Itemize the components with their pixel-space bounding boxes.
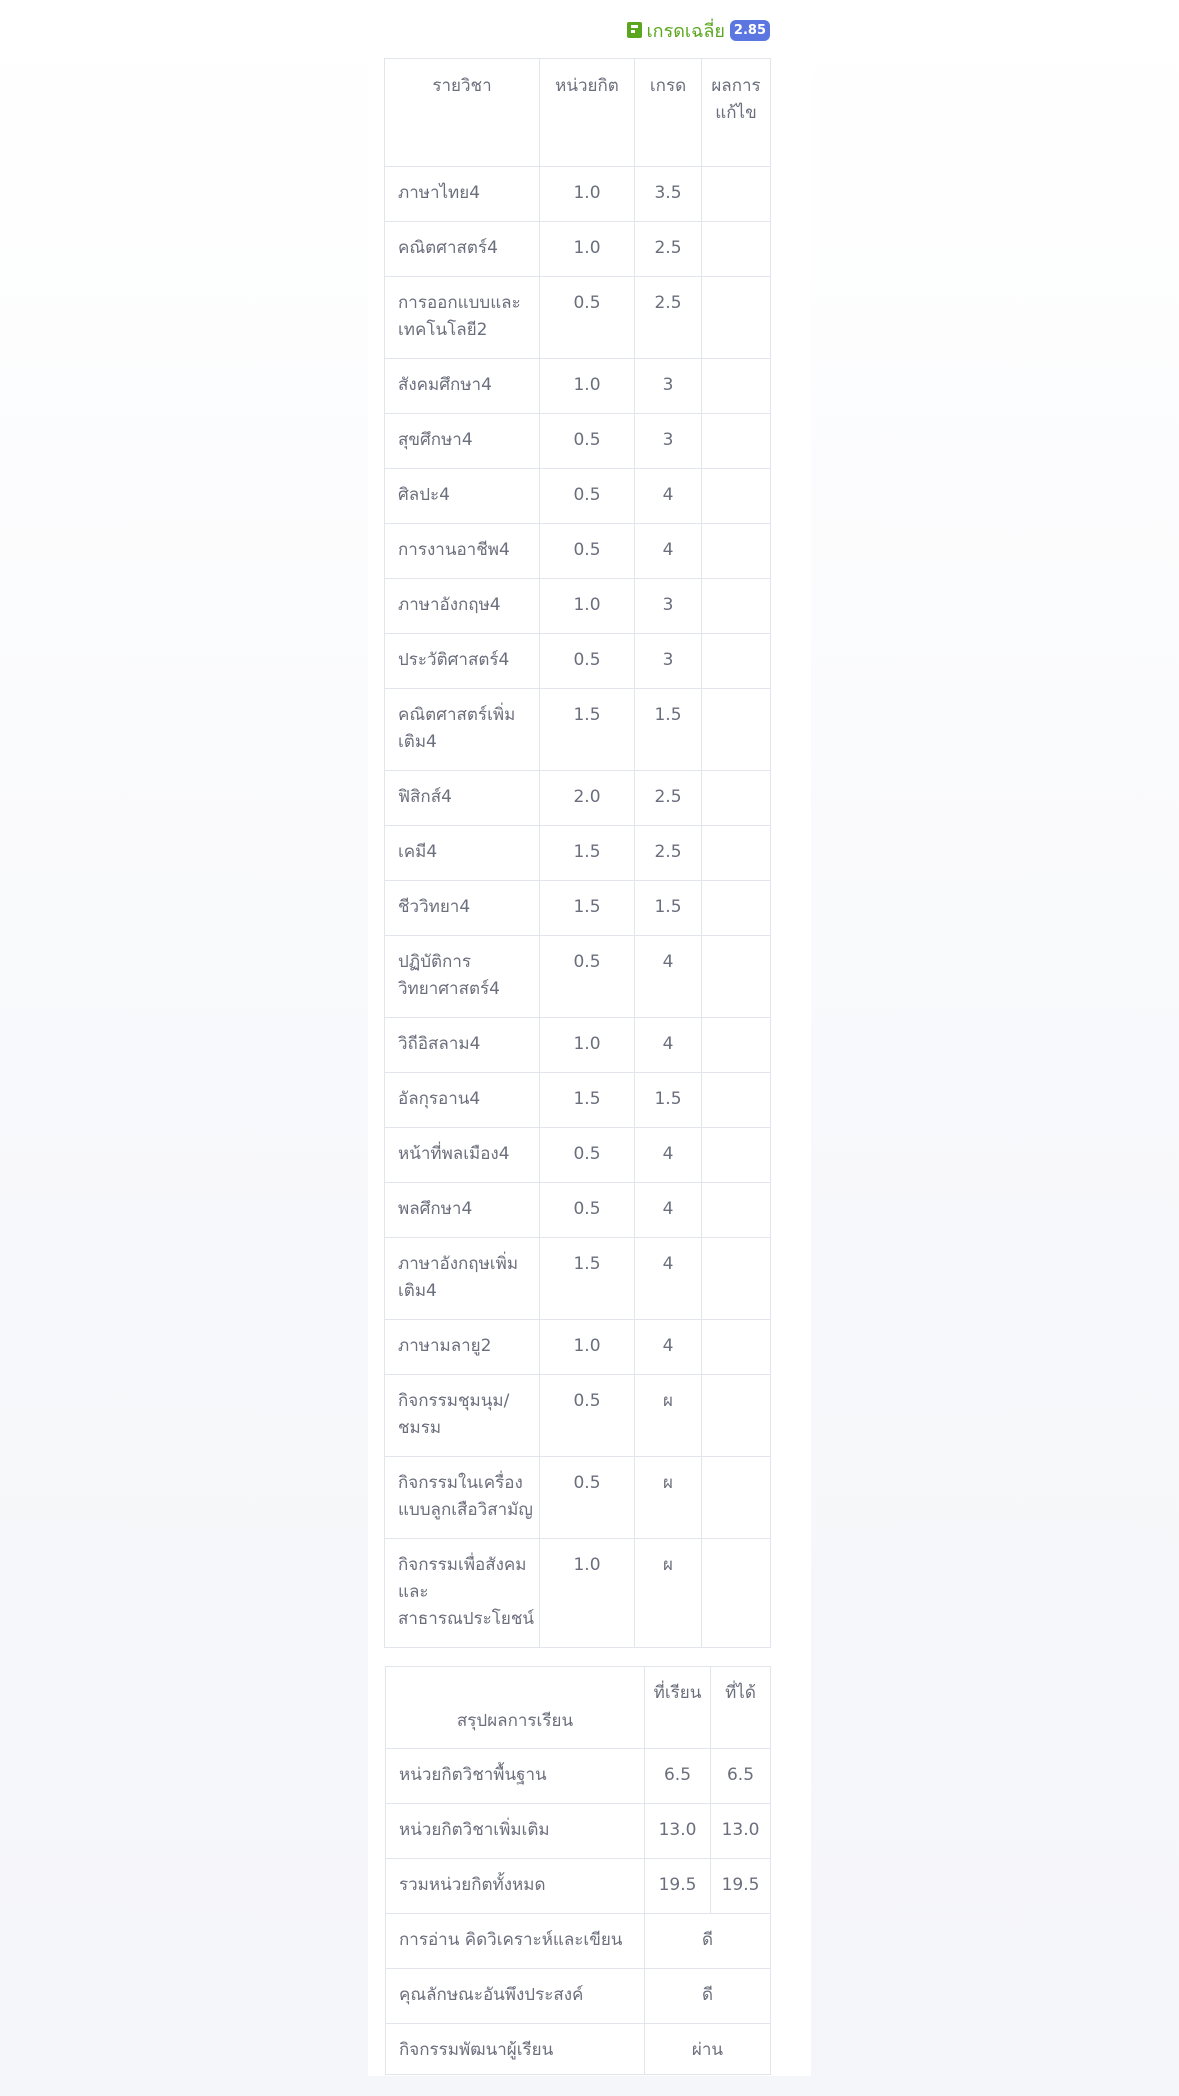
credit-cell: 0.5 (540, 469, 635, 524)
table-row (385, 414, 771, 469)
subject-cell: ศิลปะ4 (385, 469, 540, 524)
subject-cell: ฟิสิกส์4 (385, 771, 540, 826)
revised-cell (702, 359, 771, 414)
grade-cell: 1.5 (635, 881, 702, 936)
revised-cell (702, 936, 771, 1018)
subject-cell: หน้าที่พลเมือง4 (385, 1128, 540, 1183)
summary-label: รวมหน่วยกิตทั้งหมด (386, 1859, 645, 1914)
result-cell: ดี (645, 1969, 771, 2024)
table-row (385, 359, 771, 414)
table-row (385, 1320, 771, 1375)
grade-cell: 2.5 (635, 771, 702, 826)
result-cell: ดี (645, 1914, 771, 1969)
table-row (385, 1073, 771, 1128)
subject-cell: การงานอาชีพ4 (385, 524, 540, 579)
subject-cell: กิจกรรมเพื่อสังคมและสาธารณประโยชน์ (385, 1539, 540, 1648)
grade-cell: 4 (635, 1238, 702, 1320)
table-row (385, 1457, 771, 1539)
studied-cell: 6.5 (645, 1749, 711, 1804)
subject-cell: ภาษาไทย4 (385, 167, 540, 222)
subject-cell: อัลกุรอาน4 (385, 1073, 540, 1128)
revised-cell (702, 1457, 771, 1539)
grade-cell: 4 (635, 524, 702, 579)
grade-cell: 3 (635, 634, 702, 689)
subject-cell: คณิตศาสตร์เพิ่มเติม4 (385, 689, 540, 771)
revised-cell (702, 1018, 771, 1073)
subject-cell: กิจกรรมในเครื่องแบบลูกเสือวิสามัญ (385, 1457, 540, 1539)
revised-cell (702, 222, 771, 277)
table-row (385, 826, 771, 881)
grade-cell: 3 (635, 359, 702, 414)
summary-header-row (386, 1667, 771, 1749)
revised-cell (702, 579, 771, 634)
credit-cell: 0.5 (540, 634, 635, 689)
table-row (385, 634, 771, 689)
summary-row (386, 1969, 771, 2024)
grade-cell: 2.5 (635, 222, 702, 277)
credit-cell: 2.0 (540, 771, 635, 826)
credit-cell: 0.5 (540, 524, 635, 579)
credit-cell: 0.5 (540, 277, 635, 359)
subject-cell: ปฏิบัติการวิทยาศาสตร์4 (385, 936, 540, 1018)
credit-cell: 1.0 (540, 1018, 635, 1073)
summary-label: หน่วยกิตวิชาเพิ่มเติม (386, 1804, 645, 1859)
grades-header-row (385, 59, 771, 167)
credit-cell: 0.5 (540, 414, 635, 469)
revised-cell (702, 1073, 771, 1128)
revised-cell (702, 689, 771, 771)
summary-row (386, 1859, 771, 1914)
subject-cell: ภาษาอังกฤษเพิ่มเติม4 (385, 1238, 540, 1320)
subject-cell: ชีววิทยา4 (385, 881, 540, 936)
header-grade: เกรด (635, 59, 702, 167)
table-row (385, 1018, 771, 1073)
revised-cell (702, 277, 771, 359)
earned-cell: 19.5 (711, 1859, 771, 1914)
revised-cell (702, 1128, 771, 1183)
revised-cell (702, 634, 771, 689)
table-row (385, 689, 771, 771)
credit-cell: 1.5 (540, 1238, 635, 1320)
summary-row (386, 2024, 771, 2075)
header-subject: รายวิชา (385, 59, 540, 167)
table-row (385, 1128, 771, 1183)
grade-cell: 3.5 (635, 167, 702, 222)
summary-label: การอ่าน คิดวิเคราะห์และเขียน (386, 1914, 645, 1969)
revised-cell (702, 1183, 771, 1238)
subject-cell: พลศึกษา4 (385, 1183, 540, 1238)
earned-cell: 13.0 (711, 1804, 771, 1859)
subject-cell: ภาษามลายู2 (385, 1320, 540, 1375)
summary-row (386, 1804, 771, 1859)
table-row (385, 579, 771, 634)
credit-cell: 0.5 (540, 1183, 635, 1238)
revised-cell (702, 1375, 771, 1457)
grade-icon (627, 22, 642, 38)
table-row (385, 222, 771, 277)
credit-cell: 0.5 (540, 1375, 635, 1457)
table-row (385, 936, 771, 1018)
grade-cell: 4 (635, 469, 702, 524)
gpa-summary (384, 0, 770, 58)
subject-cell: ภาษาอังกฤษ4 (385, 579, 540, 634)
summary-header-title: สรุปผลการเรียน (386, 1667, 645, 1749)
table-row (385, 1238, 771, 1320)
credit-cell: 1.0 (540, 359, 635, 414)
credit-cell: 1.5 (540, 826, 635, 881)
grade-cell: 4 (635, 1320, 702, 1375)
summary-header-studied: ที่เรียน (645, 1667, 711, 1749)
credit-cell: 1.0 (540, 579, 635, 634)
gpa-badge: 2.85 (730, 20, 770, 41)
table-row (385, 1375, 771, 1457)
summary-row (386, 1749, 771, 1804)
revised-cell (702, 1320, 771, 1375)
grade-cell: 1.5 (635, 689, 702, 771)
gpa-label: เกรดเฉลี่ย (646, 20, 725, 42)
grade-cell: ผ (635, 1457, 702, 1539)
grade-cell: 4 (635, 1128, 702, 1183)
grade-cell: 2.5 (635, 826, 702, 881)
revised-cell (702, 1238, 771, 1320)
revised-cell (702, 881, 771, 936)
grade-cell: 3 (635, 579, 702, 634)
grade-cell: ผ (635, 1375, 702, 1457)
grade-cell: 2.5 (635, 277, 702, 359)
earned-cell: 6.5 (711, 1749, 771, 1804)
credit-cell: 1.5 (540, 1073, 635, 1128)
grades-table (384, 58, 771, 1648)
credit-cell: 1.0 (540, 167, 635, 222)
table-row (385, 881, 771, 936)
revised-cell (702, 167, 771, 222)
studied-cell: 13.0 (645, 1804, 711, 1859)
subject-cell: คณิตศาสตร์4 (385, 222, 540, 277)
table-row (385, 277, 771, 359)
subject-cell: ประวัติศาสตร์4 (385, 634, 540, 689)
subject-cell: สุขศึกษา4 (385, 414, 540, 469)
summary-label: คุณลักษณะอันพึงประสงค์ (386, 1969, 645, 2024)
header-revised: ผลการแก้ไข (702, 59, 771, 167)
summary-header-earned: ที่ได้ (711, 1667, 771, 1749)
credit-cell: 0.5 (540, 1457, 635, 1539)
summary-label: กิจกรรมพัฒนาผู้เรียน (386, 2024, 645, 2075)
revised-cell (702, 524, 771, 579)
grade-cell: 3 (635, 414, 702, 469)
subject-cell: กิจกรรมชุมนุม/ชมรม (385, 1375, 540, 1457)
credit-cell: 1.0 (540, 1320, 635, 1375)
subject-cell: วิถีอิสลาม4 (385, 1018, 540, 1073)
credit-cell: 1.0 (540, 1539, 635, 1648)
grade-cell: 4 (635, 1183, 702, 1238)
credit-cell: 1.0 (540, 222, 635, 277)
grade-cell: ผ (635, 1539, 702, 1648)
table-row (385, 1539, 771, 1648)
table-row (385, 167, 771, 222)
revised-cell (702, 826, 771, 881)
result-cell: ผ่าน (645, 2024, 771, 2075)
subject-cell: สังคมศึกษา4 (385, 359, 540, 414)
revised-cell (702, 469, 771, 524)
summary-label: หน่วยกิตวิชาพื้นฐาน (386, 1749, 645, 1804)
grade-report (384, 0, 770, 2075)
table-row (385, 771, 771, 826)
grade-cell: 4 (635, 936, 702, 1018)
credit-cell: 1.5 (540, 689, 635, 771)
revised-cell (702, 1539, 771, 1648)
table-row (385, 1183, 771, 1238)
credit-cell: 0.5 (540, 1128, 635, 1183)
summary-row (386, 1914, 771, 1969)
grade-cell: 4 (635, 1018, 702, 1073)
studied-cell: 19.5 (645, 1859, 711, 1914)
credit-cell: 0.5 (540, 936, 635, 1018)
summary-table (385, 1666, 771, 2075)
revised-cell (702, 414, 771, 469)
revised-cell (702, 771, 771, 826)
subject-cell: เคมี4 (385, 826, 540, 881)
table-row (385, 524, 771, 579)
credit-cell: 1.5 (540, 881, 635, 936)
table-row (385, 469, 771, 524)
header-credit: หน่วยกิต (540, 59, 635, 167)
subject-cell: การออกแบบและเทคโนโลยี2 (385, 277, 540, 359)
grade-cell: 1.5 (635, 1073, 702, 1128)
